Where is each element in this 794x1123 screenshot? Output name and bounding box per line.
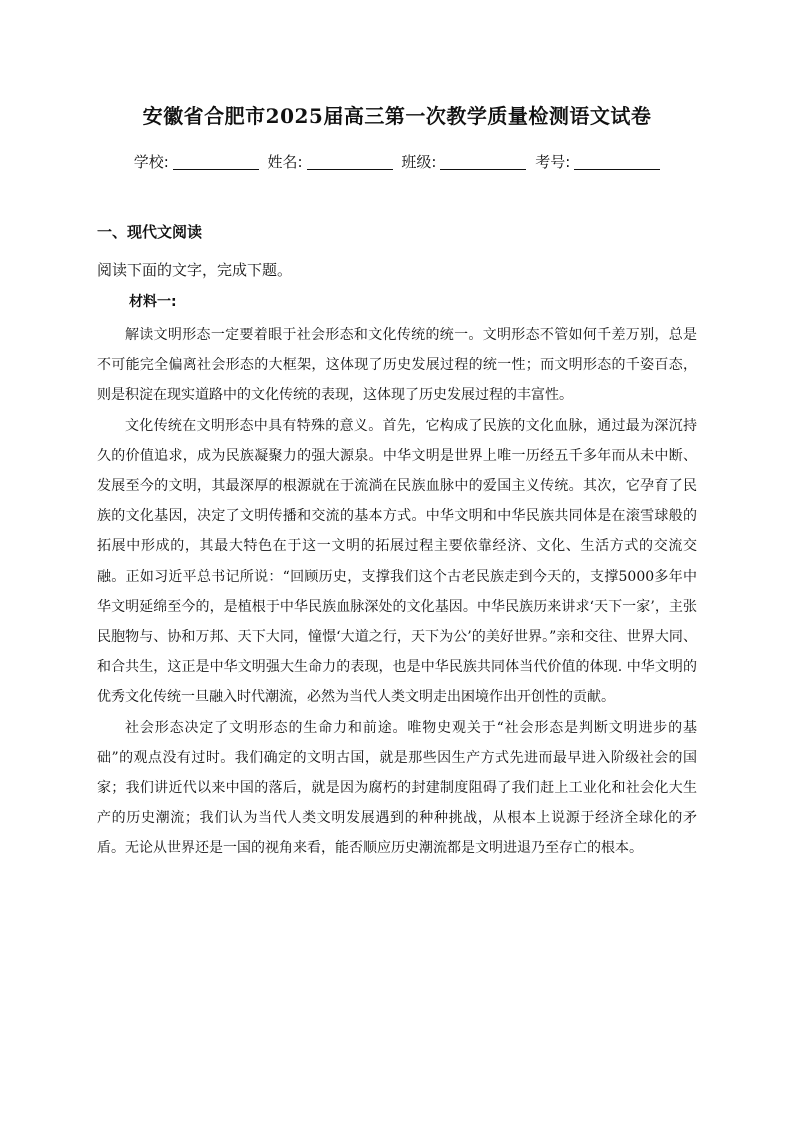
paragraph: 解读文明形态一定要着眼于社会形态和文化传统的统一。文明形态不管如何千差万别，总是不可能完全偏离社会形态的大框架，这体现了历史发展过程的统一性；而文明形态的千姿百态，则是积淀在现实道路中的文化传统的表现，这体现了历史发展过程的丰富性。 (97, 327, 697, 404)
reading-instruction: 阅读下面的文字，完成下题。 (97, 261, 293, 279)
exam-number-blank[interactable] (574, 155, 660, 170)
class-label: 班级: (401, 153, 437, 171)
school-label: 学校: (133, 153, 169, 171)
name-blank[interactable] (307, 155, 393, 170)
name-label: 姓名: (267, 153, 303, 171)
page-title: 安徽省合肥市2025届高三第一次教学质量检测语文试卷 (142, 104, 652, 128)
exam-number-field (535, 151, 660, 172)
name-field (268, 151, 393, 172)
exam-number-label: 考号: (535, 153, 571, 171)
school-blank[interactable] (173, 155, 259, 170)
class-blank[interactable] (440, 155, 526, 170)
student-info-line (0, 151, 794, 172)
material-body (97, 320, 697, 864)
material-heading: 材料一: (129, 294, 177, 310)
section-heading: 一、现代文阅读 (97, 223, 203, 241)
paragraph: 文化传统在文明形态中具有特殊的意义。首先，它构成了民族的文化血脉，通过最为深沉持久的价值追求，成为民族凝聚力的强大源泉。中华文明是世界上唯一历经五千多年而从未中断、发展至今的文明，其最深厚的根源就在于流淌在民族血脉中的爱国主义传统。其次，它孕育了民族的文化基因，决定了文明传播和交流的基本方式。中华文明和中华民族共同体是在滚雪球般的拓展中形成的，其最大特色在于这一文明的拓展过程主要依靠经济、文化、生活方式的交流交融。正如习近平总书记所说：“回顾历史，支撑我们这个古老民族走到今天的，支撑5000多年中华文明延绵至今的，是植根于中华民族血脉深处的文化基因。中华民族历来讲求‘天下一家’，主张民胞物与、协和万邦、天下大同，憧憬‘大道之行，天下为公’的美好世界。”亲和交往、世界大同、和合共生，这正是中华文明强大生命力的表现，也是中华民族共同体当代价值的体现. 中华文明的优秀文化传统一旦融入时代潮流，必然为当代人类文明走出困境作出开创性的贡献。 (97, 417, 697, 706)
class-field (401, 151, 526, 172)
school-field (134, 151, 259, 172)
paragraph: 社会形态决定了文明形态的生命力和前途。唯物史观关于“社会形态是判断文明进步的基础”的观点没有过时。我们确定的文明古国，就是那些因生产方式先进而最早进入阶级社会的国家；我们讲近代以来中国的落后，就是因为腐朽的封建制度阻碍了我们赶上工业化和社会化大生产的历史潮流；我们认为当代人类文明发展遇到的种种挑战，从根本上说源于经济全球化的矛盾。无论从世界还是一国的视角来看，能否顺应历史潮流都是文明进退乃至存亡的根本。 (97, 719, 697, 857)
